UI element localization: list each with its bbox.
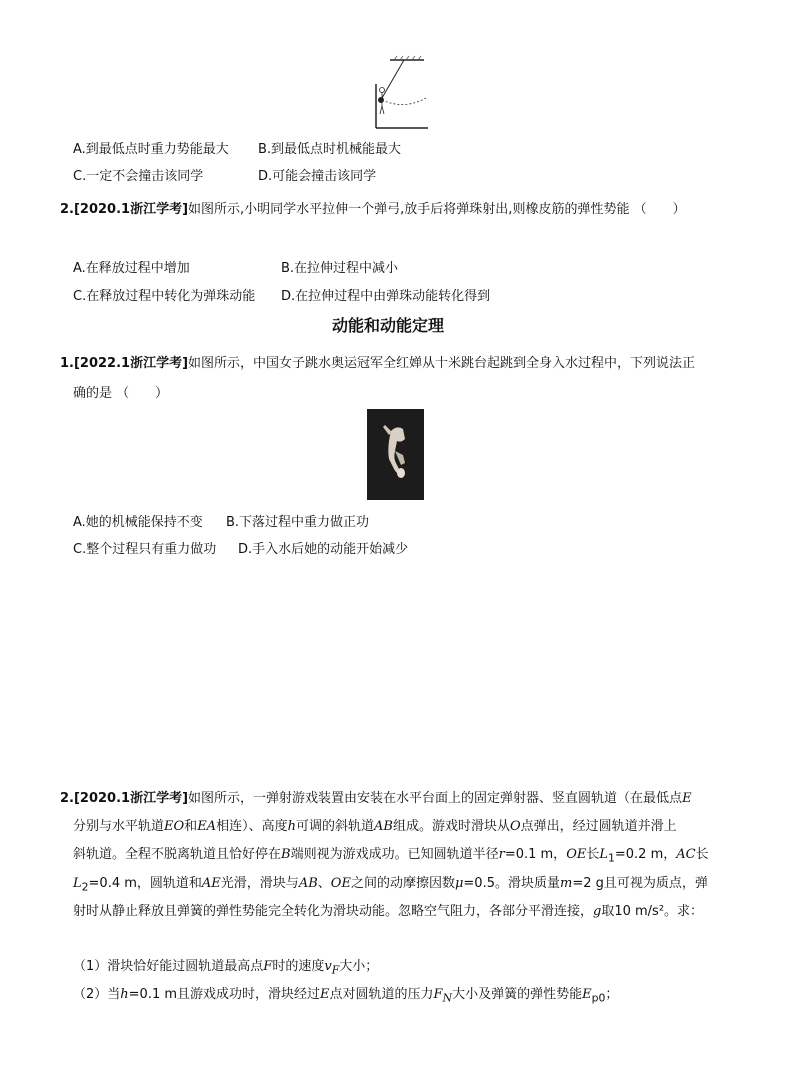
section-title: 动能和动能定理 bbox=[332, 316, 445, 335]
option-d[interactable]: D.可能会撞击该同学 bbox=[258, 169, 377, 184]
var: OE bbox=[330, 876, 351, 891]
option-d[interactable]: D.在拉伸过程中由弹珠动能转化得到 bbox=[281, 289, 491, 304]
text: 光滑，滑块与 bbox=[220, 876, 299, 891]
text: 组成。游戏时滑块从 bbox=[392, 819, 510, 834]
text: ； bbox=[605, 987, 619, 1002]
text: =0.1 m， bbox=[504, 847, 567, 862]
var: μ bbox=[454, 876, 464, 891]
question-number: 2. bbox=[60, 791, 74, 806]
diver-photo-icon bbox=[367, 409, 424, 500]
text: =0.4 m，圆轨道和 bbox=[88, 876, 202, 891]
text: 时的速度 bbox=[272, 959, 325, 974]
pendulum-wall-diagram-icon bbox=[368, 54, 432, 130]
text: 端则视为游戏成功。已知圆轨道半径 bbox=[290, 847, 499, 862]
text: 点对圆轨道的压力 bbox=[329, 987, 434, 1002]
option-a[interactable]: A.到最低点时重力势能最大 bbox=[73, 142, 229, 157]
option-b[interactable]: B.到最低点时机械能最大 bbox=[258, 142, 402, 157]
text: =0.5。滑块质量 bbox=[463, 876, 560, 891]
text: 相连）、高度 bbox=[216, 819, 288, 834]
subscript: 1 bbox=[608, 851, 615, 865]
var: AB bbox=[373, 819, 393, 834]
text: 大小； bbox=[339, 959, 379, 974]
text: 斜轨道。全程不脱离轨道且恰好停在 bbox=[73, 847, 282, 862]
var: m bbox=[559, 876, 573, 891]
var: E bbox=[582, 987, 592, 1002]
var: r bbox=[498, 847, 505, 862]
subscript: F bbox=[331, 963, 340, 977]
text: （1）滑块恰好能过圆轨道最高点 bbox=[73, 959, 264, 974]
text: =0.2 m， bbox=[614, 847, 677, 862]
var: B bbox=[281, 847, 291, 862]
question-1b-line2 bbox=[73, 382, 168, 401]
question-number: 2. bbox=[60, 202, 74, 217]
question-1b bbox=[60, 352, 695, 371]
text: =2 g且可视为质点，弹 bbox=[572, 876, 708, 891]
question-2b-line2 bbox=[73, 815, 677, 834]
option-a[interactable]: A.在释放过程中增加 bbox=[73, 261, 190, 276]
var: h bbox=[120, 987, 129, 1002]
question-2a bbox=[60, 198, 686, 217]
var: OE bbox=[566, 847, 587, 862]
text: 射时从静止释放且弹簧的弹性势能完全转化为滑块动能。忽略空气阻力，各部分平滑连接， bbox=[73, 904, 594, 919]
var: F bbox=[263, 959, 273, 974]
sub-question-2 bbox=[73, 983, 618, 1005]
option-c[interactable]: C.在释放过程中转化为弹珠动能 bbox=[73, 289, 256, 304]
question-source: [2022.1浙江学考] bbox=[73, 356, 189, 371]
text: 取10 m/s²。求： bbox=[601, 904, 704, 919]
var: AE bbox=[201, 876, 221, 891]
sub-question-1 bbox=[73, 955, 378, 977]
option-c[interactable]: C.整个过程只有重力做功 bbox=[73, 542, 217, 557]
subscript: N bbox=[442, 991, 453, 1005]
var: EO bbox=[164, 819, 185, 834]
text: 如图所示，一弹射游戏装置由安装在水平台面上的固定弹射器、竖直圆轨道（在最低点 bbox=[188, 791, 683, 806]
question-2b-line5 bbox=[73, 900, 703, 919]
text: （2）当 bbox=[73, 987, 121, 1002]
var: v bbox=[324, 959, 332, 974]
var: L bbox=[73, 876, 82, 891]
question-stem: 如图所示,小明同学水平拉伸一个弹弓,放手后将弹珠射出,则橡皮筋的弹性势能 bbox=[188, 202, 630, 217]
text: 长 bbox=[695, 847, 709, 862]
var: F bbox=[433, 987, 443, 1002]
var: AB bbox=[298, 876, 318, 891]
text: 可调的斜轨道 bbox=[295, 819, 374, 834]
text: 分别与水平轨道 bbox=[73, 819, 165, 834]
question-2b-line4 bbox=[73, 872, 708, 894]
var: EA bbox=[197, 819, 217, 834]
var: O bbox=[509, 819, 521, 834]
var: E bbox=[682, 791, 692, 806]
subscript: p0 bbox=[591, 991, 606, 1005]
diver-photo bbox=[367, 409, 424, 500]
option-d[interactable]: D.手入水后她的动能开始减少 bbox=[238, 542, 409, 557]
text: 大小及弹簧的弹性势能 bbox=[452, 987, 583, 1002]
question-stem-line2: 确的是 bbox=[73, 386, 113, 401]
answer-paren: （ ） bbox=[116, 386, 169, 401]
var: AC bbox=[676, 847, 696, 862]
question-stem-line1: 如图所示，中国女子跳水奥运冠军全红婵从十米跳台起跳到全身入水过程中，下列说法正 bbox=[188, 356, 696, 371]
text: 、 bbox=[317, 876, 331, 891]
question-2b-line1 bbox=[60, 787, 692, 806]
pendulum-wall-figure bbox=[368, 54, 432, 130]
text: 点弹出，经过圆轨道并滑上 bbox=[520, 819, 677, 834]
option-a[interactable]: A.她的机械能保持不变 bbox=[73, 515, 203, 530]
subscript: 2 bbox=[81, 880, 89, 894]
question-2b-line3 bbox=[73, 843, 709, 865]
text: 和 bbox=[184, 819, 198, 834]
question-number: 1. bbox=[60, 356, 74, 371]
answer-paren: （ ） bbox=[633, 202, 686, 217]
option-b[interactable]: B.下落过程中重力做正功 bbox=[226, 515, 370, 530]
text: 长 bbox=[586, 847, 600, 862]
var: L bbox=[599, 847, 608, 862]
text: =0.1 m且游戏成功时，滑块经过 bbox=[128, 987, 321, 1002]
option-b[interactable]: B.在拉伸过程中减小 bbox=[281, 261, 399, 276]
question-source: [2020.1浙江学考] bbox=[73, 202, 189, 217]
question-source: [2020.1浙江学考] bbox=[73, 791, 189, 806]
option-c[interactable]: C.一定不会撞击该同学 bbox=[73, 169, 204, 184]
var: h bbox=[287, 819, 296, 834]
var: E bbox=[320, 987, 330, 1002]
text: 之间的动摩擦因数 bbox=[350, 876, 455, 891]
var: g bbox=[593, 904, 602, 919]
